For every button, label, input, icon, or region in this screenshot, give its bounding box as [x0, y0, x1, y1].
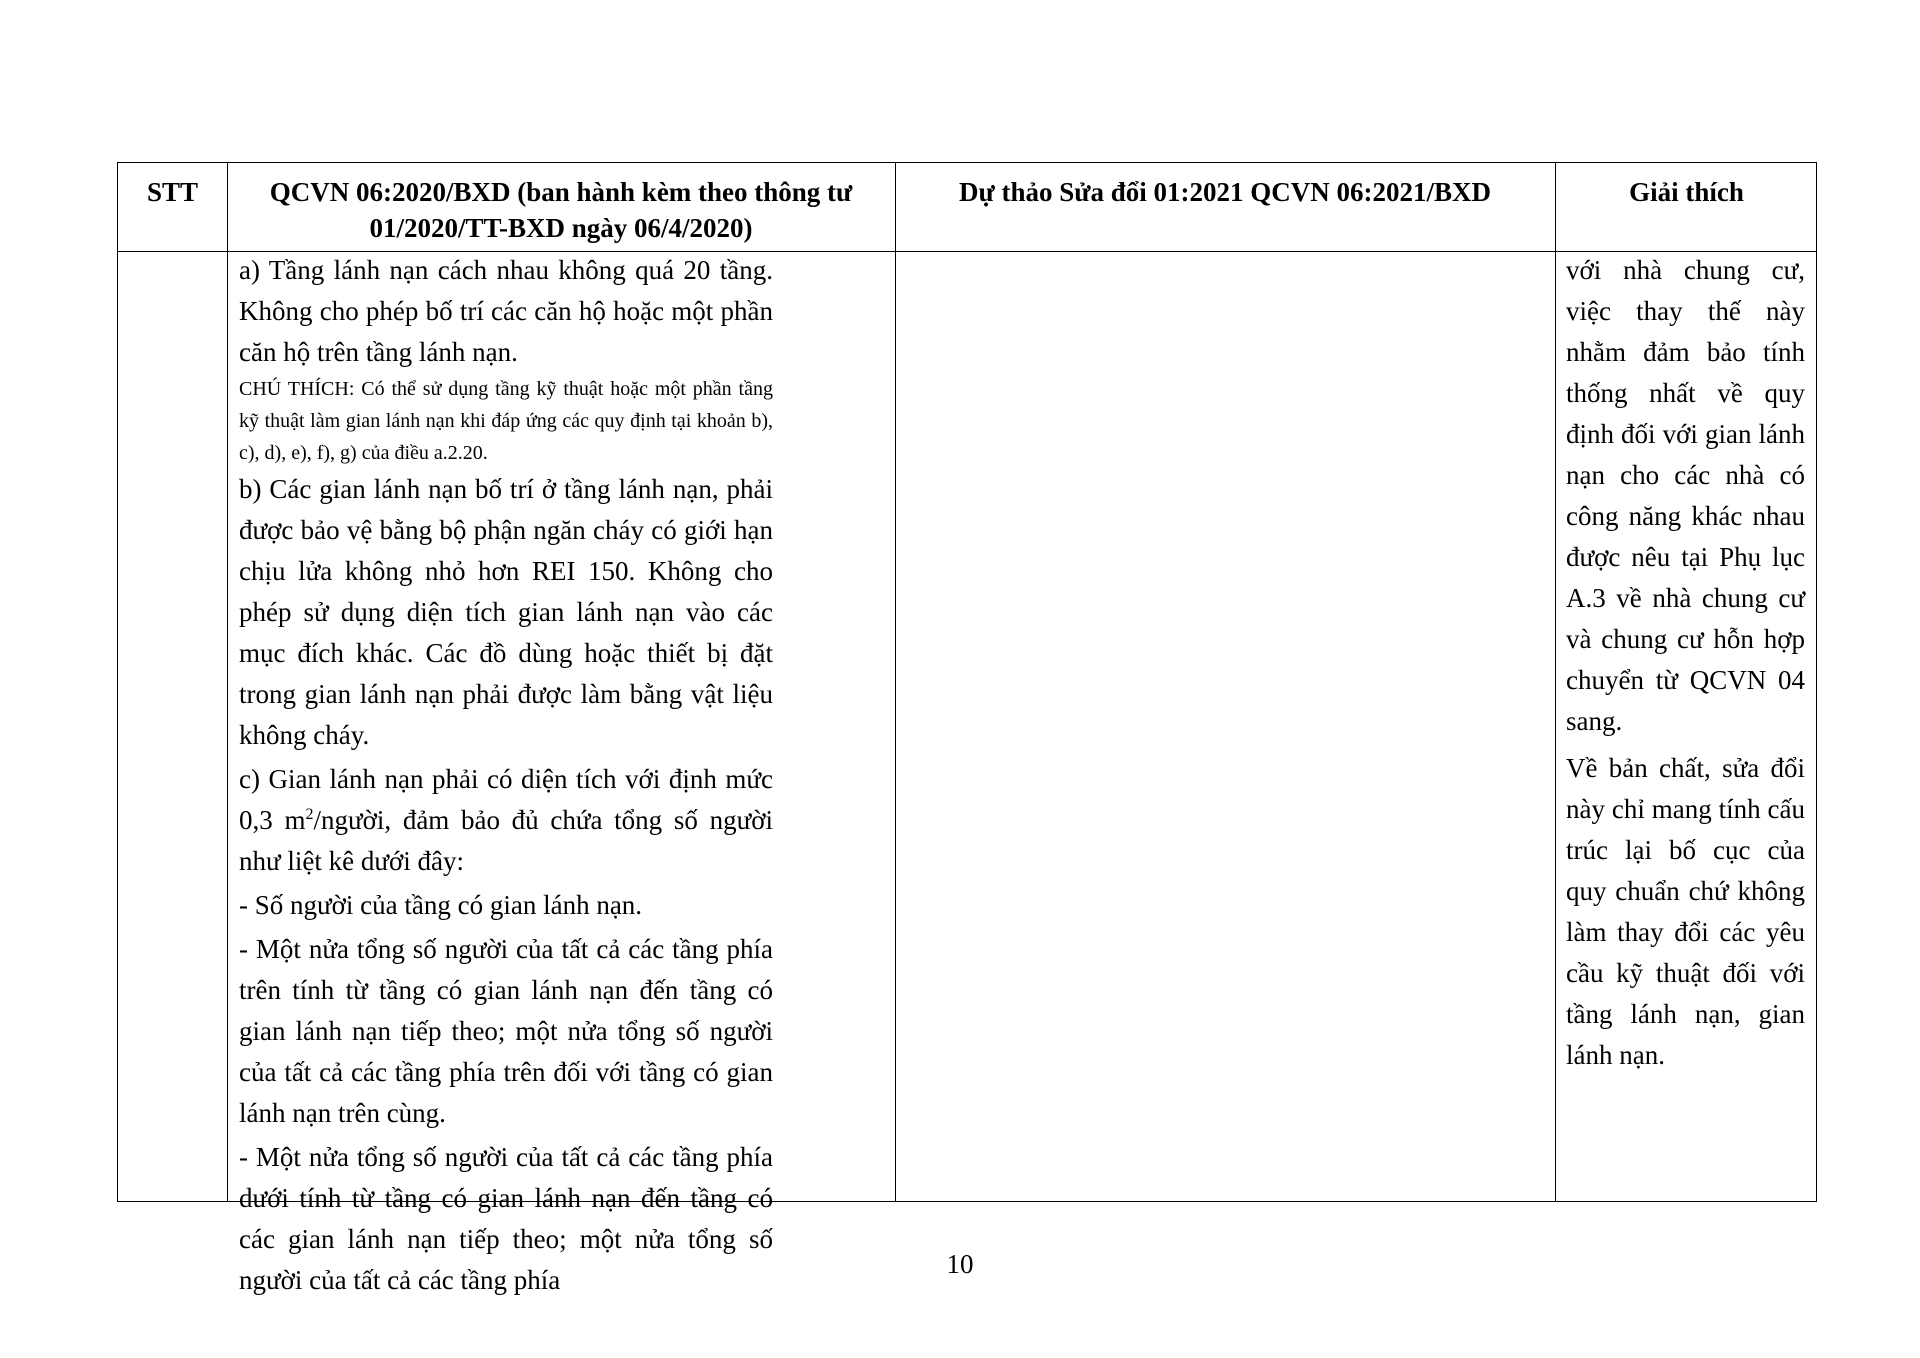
explanation-paragraph: với nhà chung cư, việc thay thế này nhằm đảm bảo tính thống nhất về quy định đối với gian lánh nạn cho các nhà có công năng khác nhau được nêu tại Phụ lục A.3 về nhà chung cư và chung cư hỗn hợp chuyển từ QCVN 04 sang.	[1566, 255, 1805, 736]
paragraph-b: b) Các gian lánh nạn bố trí ở tầng lánh nạn, phải được bảo vệ bằng bộ phận ngăn cháy có giới hạn chịu lửa không nhỏ hơn REI 150. Không cho phép sử dụng diện tích gian lánh nạn vào các mục đích khác. Các đồ dùng hoặc thiết bị đặt trong gian lánh nạn phải được làm bằng vật liệu không cháy.	[239, 474, 773, 750]
paragraph-c: c) Gian lánh nạn phải có diện tích với định mức 0,3 $m^2$/người, đảm bảo đủ chứa tổng số người như liệt kê dưới đây:	[239, 764, 773, 876]
superscript-2: 2	[305, 806, 314, 823]
header-explanation: Giải thích	[1629, 177, 1744, 207]
explanation-paragraph: Về bản chất, sửa đổi này chỉ mang tính cấu trúc lại bố cục của quy chuẩn chứ không làm thay đổi các yêu cầu kỹ thuật đối với tầng lánh nạn, gian lánh nạn.	[1566, 753, 1805, 1070]
bullet-item: - Số người của tầng có gian lánh nạn.	[239, 890, 643, 920]
bullet-item: - Một nửa tổng số người của tất cả các tầng phía dưới tính từ tầng có gian lánh nạn đến tầng có các gian lánh nạn tiếp theo; một nửa tổng số người của tất cả các tầng phía	[239, 1142, 773, 1295]
bullet-item: - Một nửa tổng số người của tất cả các tầng phía trên tính từ tầng có gian lánh nạn đến tầng có gian lánh nạn tiếp theo; một nửa tổng số người của tất cả các tầng phía trên đối với tầng có gian lánh nạn trên cùng.	[239, 934, 773, 1128]
explanation-content	[1555, 250, 1817, 1076]
note-paragraph: CHÚ THÍCH: Có thể sử dụng tầng kỹ thuật hoặc một phần tầng kỹ thuật làm gian lánh nạn khi đáp ứng các quy định tại khoản b), c), d), e), f), g) của điều a.2.20.	[239, 378, 773, 464]
page-number: 10	[946, 1249, 974, 1279]
column-divider	[227, 163, 228, 1201]
header-stt: STT	[146, 177, 199, 207]
header-draft-2021: Dự thảo Sửa đổi 01:2021 QCVN 06:2021/BXD	[959, 177, 1491, 207]
column-divider	[895, 163, 896, 1201]
paragraph-a: a) Tầng lánh nạn cách nhau không quá 20 tầng. Không cho phép bố trí các căn hộ hoặc một phần căn hộ trên tầng lánh nạn.	[239, 255, 773, 367]
header-qcvn-2020: QCVN 06:2020/BXD (ban hành kèm theo thông tư 01/2020/TT-BXD ngày 06/4/2020)	[269, 177, 853, 243]
qcvn-2020-content	[239, 250, 785, 1301]
